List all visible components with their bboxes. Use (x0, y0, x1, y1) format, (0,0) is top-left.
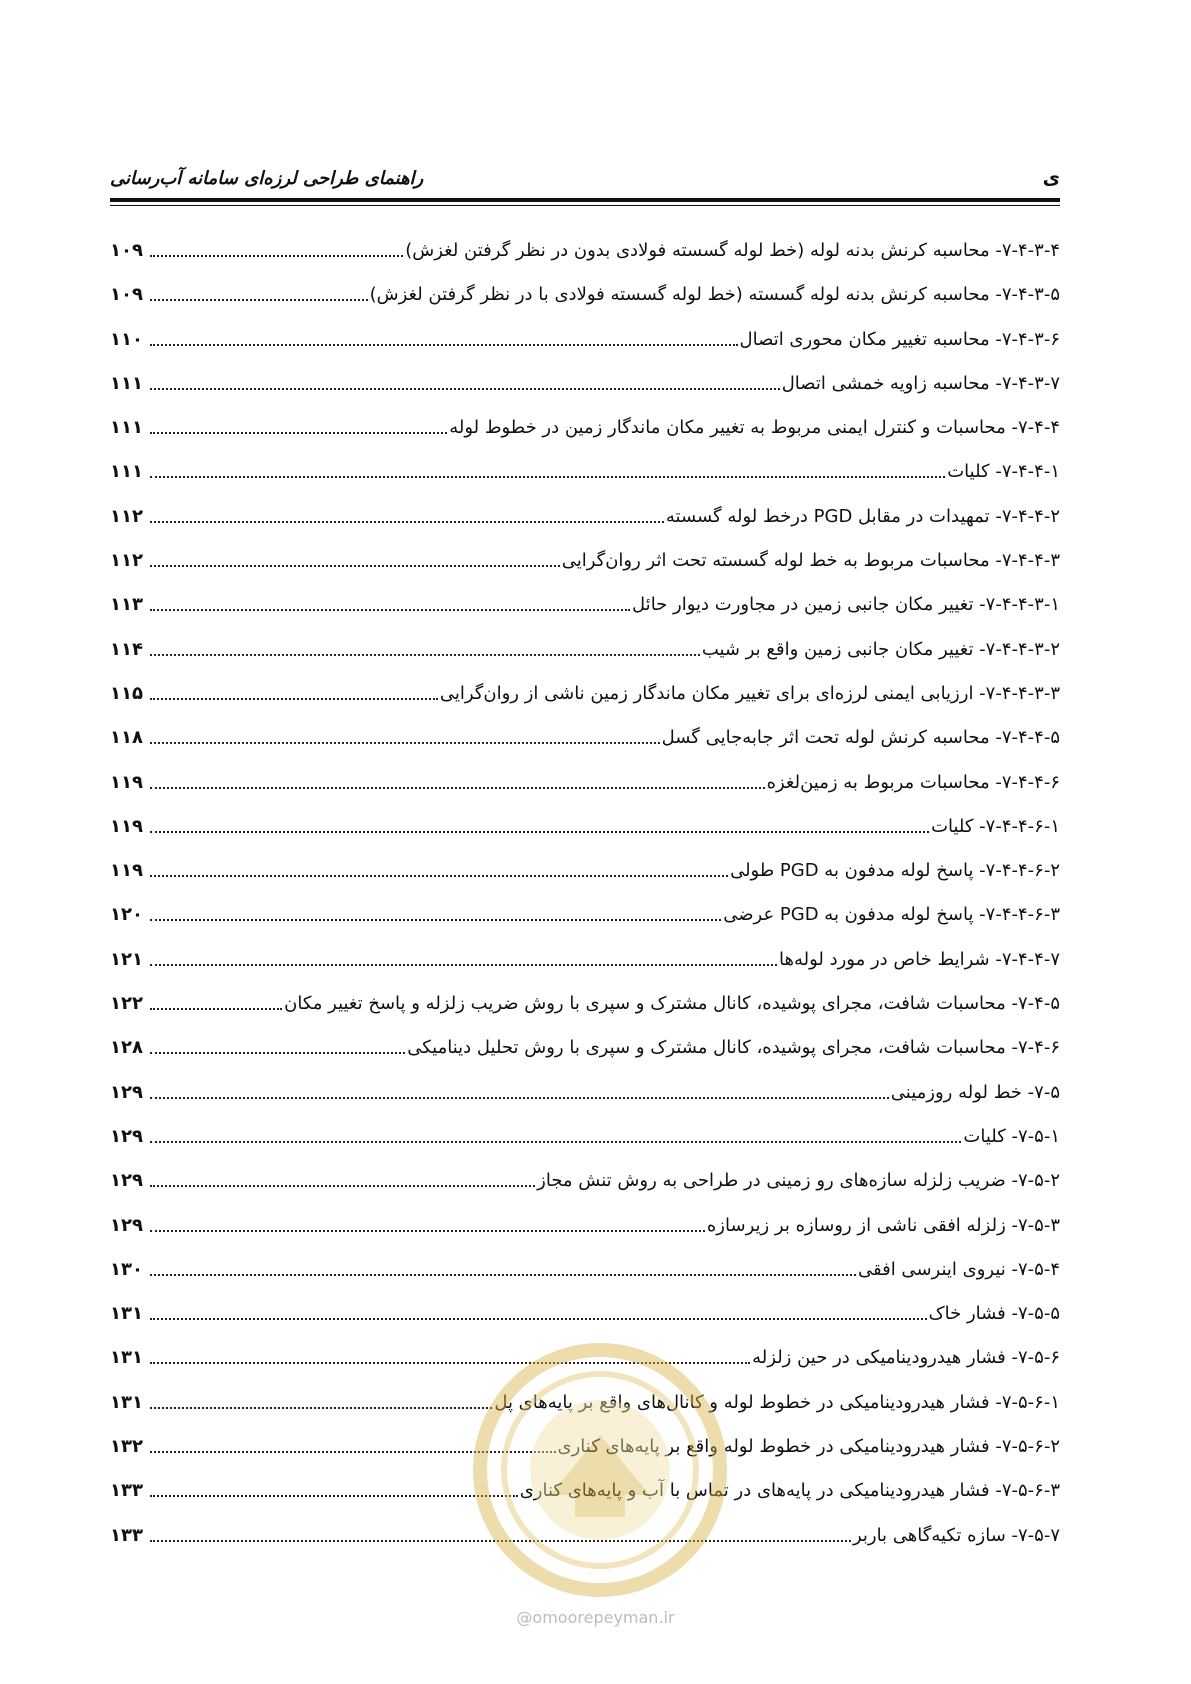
book-title: راهنمای طراحی لرزه‌ای سامانه آب‌رسانی (110, 167, 424, 189)
toc-entry[interactable] (110, 1125, 1060, 1169)
toc-entry-page: ۱۳۳ (110, 1524, 143, 1546)
watermark-url: @omoorepeyman.ir (516, 1608, 675, 1627)
toc-entry-page: ۱۱۱ (110, 372, 143, 394)
toc-leader-dots (150, 1036, 405, 1054)
toc-entry-page: ۱۰۹ (110, 284, 143, 306)
toc-leader-dots (150, 283, 368, 301)
toc-entry[interactable] (110, 328, 1060, 372)
toc-entry-title: ۷-۴-۴-۷- شرایط خاص در مورد لوله‌ها (778, 948, 1060, 970)
toc-entry[interactable] (110, 505, 1060, 549)
toc-entry-page: ۱۲۰ (110, 904, 143, 926)
toc-entry[interactable] (110, 416, 1060, 460)
toc-entry[interactable] (110, 460, 1060, 504)
toc-leader-dots (150, 505, 664, 523)
toc-entry-page: ۱۳۲ (110, 1436, 143, 1458)
toc-leader-dots (150, 682, 438, 700)
toc-entry[interactable] (110, 682, 1060, 726)
toc-entry-title: ۷-۴-۴-۵- محاسبه کرنش لوله تحت اثر جابه‌جایی گسل (661, 727, 1060, 749)
toc-leader-dots (150, 1435, 556, 1453)
toc-entry-page: ۱۰۹ (110, 240, 143, 261)
toc-entry-title: ۷-۵-۶-۲- فشار هیدرودینامیکی در خطوط لوله واقع بر پایه‌های کناری (557, 1436, 1060, 1458)
toc-entry[interactable] (110, 1435, 1060, 1479)
toc-entry-page: ۱۳۰ (110, 1258, 143, 1280)
toc-entry-title: ۷-۴-۴-۶-۲- پاسخ لوله مدفون به PGD طولی (730, 860, 1060, 882)
toc-entry[interactable] (110, 771, 1060, 815)
toc-leader-dots (150, 1479, 518, 1497)
toc-leader-dots (150, 859, 728, 877)
toc-entry-page: ۱۲۱ (110, 948, 143, 970)
toc-leader-dots (150, 1391, 492, 1409)
toc-entry-page: ۱۱۹ (110, 771, 143, 793)
toc-leader-dots (150, 593, 630, 611)
toc-leader-dots (150, 1258, 856, 1276)
toc-entry-title: ۷-۴-۳-۴- محاسبه کرنش بدنه لوله (خط لوله گسسته فولادی بدون در نظر گرفتن لغزش) (405, 240, 1060, 261)
toc-entry-title: ۷-۴-۴-۶- محاسبات مربوط به زمین‌لغزه (766, 771, 1060, 793)
toc-leader-dots (150, 992, 282, 1010)
header-rule-thick (110, 198, 1060, 202)
toc-leader-dots (150, 549, 560, 567)
toc-entry[interactable] (110, 948, 1060, 992)
toc-entry-page: ۱۱۵ (110, 682, 143, 704)
toc-entry-title: ۷-۵-۶-۳- فشار هیدرودینامیکی در پایه‌های در تماس با آب و پایه‌های کناری (519, 1480, 1060, 1502)
toc-entry[interactable] (110, 638, 1060, 682)
toc-entry-title: ۷-۴-۵- محاسبات شافت، مجرای پوشیده، کانال مشترک و سپری با روش ضریب زلزله و پاسخ تغییر مکان (284, 993, 1060, 1015)
toc-entry-title: ۷-۴-۴-۱- کلیات (947, 461, 1060, 483)
toc-entry-title: ۷-۴-۴-۳-۳- ارزیابی ایمنی لرزه‌ای برای تغییر مکان ماندگار زمین ناشی از روان‌گرایی (439, 682, 1060, 704)
header-rule-thin (110, 205, 1060, 206)
toc-entry-title: ۷-۴-۳-۷- محاسبه زاویه خمشی اتصال (781, 372, 1060, 394)
toc-entry-title: ۷-۵-۵- فشار خاک (928, 1303, 1060, 1325)
toc-entry-title: ۷-۵-۶-۱- فشار هیدرودینامیکی در خطوط لوله و کانال‌های واقع بر پایه‌های پل (494, 1391, 1060, 1413)
toc-entry[interactable] (110, 1036, 1060, 1080)
toc-entry-title: ۷-۵-۲- ضریب زلزله سازه‌های رو زمینی در طراحی به روش تنش مجاز (537, 1170, 1060, 1192)
toc-entry-page: ۱۲۹ (110, 1214, 143, 1236)
toc-entry-page: ۱۳۳ (110, 1480, 143, 1502)
toc-leader-dots (150, 948, 777, 966)
toc-entry[interactable] (110, 1258, 1060, 1302)
toc-leader-dots (150, 1214, 705, 1232)
toc-entry-title: ۷-۴-۳-۶- محاسبه تغییر مکان محوری اتصال (739, 328, 1060, 350)
toc-entry-page: ۱۱۹ (110, 815, 143, 837)
toc-entry-title: ۷-۴-۶- محاسبات شافت، مجرای پوشیده، کانال مشترک و سپری با روش تحلیل دینامیکی (407, 1037, 1060, 1059)
toc-entry-page: ۱۲۸ (110, 1037, 143, 1059)
toc-leader-dots (150, 1169, 535, 1187)
toc-leader-dots (150, 1081, 889, 1099)
toc-entry-title: ۷-۵-۳- زلزله افقی ناشی از روسازه بر زیرسازه (706, 1214, 1060, 1236)
toc-entry[interactable] (110, 1302, 1060, 1346)
toc-entry-page: ۱۳۱ (110, 1303, 143, 1325)
toc-leader-dots (150, 771, 765, 789)
toc-entry-page: ۱۱۲ (110, 505, 143, 527)
toc-entry-page: ۱۳۱ (110, 1347, 143, 1369)
toc-entry[interactable] (110, 549, 1060, 593)
toc-entry-title: ۷-۵-۶- فشار هیدرودینامیکی در حین زلزله (752, 1347, 1060, 1369)
toc-entry-page: ۱۱۹ (110, 860, 143, 882)
toc-leader-dots (150, 328, 738, 346)
toc-entry-page: ۱۲۹ (110, 1125, 143, 1147)
toc-entry-page: ۱۱۴ (110, 638, 143, 660)
toc-leader-dots (150, 239, 403, 257)
toc-entry-title: ۷-۵-۱- کلیات (963, 1125, 1060, 1147)
toc-leader-dots (150, 1346, 750, 1364)
toc-entry[interactable] (110, 859, 1060, 903)
toc-entry-title: ۷-۴-۴- محاسبات و کنترل ایمنی مربوط به تغییر مکان ماندگار زمین در خطوط لوله (449, 417, 1060, 439)
toc-leader-dots (150, 460, 945, 478)
page-header (110, 160, 1060, 196)
toc-entry-title: ۷-۴-۴-۶-۳- پاسخ لوله مدفون به PGD عرضی (723, 904, 1060, 926)
toc-entry-page: ۱۱۱ (110, 461, 143, 483)
toc-leader-dots (150, 416, 447, 434)
toc-entry-title: ۷-۴-۳-۵- محاسبه کرنش بدنه لوله گسسته (خط لوله گسسته فولادی با در نظر گرفتن لغزش) (369, 284, 1060, 306)
toc-entry-page: ۱۱۱ (110, 417, 143, 439)
toc-entry-page: ۱۲۲ (110, 993, 143, 1015)
toc-entry[interactable] (110, 1391, 1060, 1435)
toc-entry-page: ۱۱۰ (110, 328, 143, 350)
toc-entry-page: ۱۱۲ (110, 550, 143, 572)
toc-entry[interactable] (110, 239, 1060, 283)
toc-entry-page: ۱۲۹ (110, 1081, 143, 1103)
toc-entry-title: ۷-۴-۴-۳- محاسبات مربوط به خط لوله گسسته تحت اثر روان‌گرایی (561, 550, 1060, 572)
toc-leader-dots (150, 1125, 961, 1143)
toc-entry-title: ۷-۵- خط لوله روزمینی (890, 1081, 1060, 1103)
toc-leader-dots (150, 726, 660, 744)
toc-entry[interactable] (110, 726, 1060, 770)
toc-entry-title: ۷-۴-۴-۳-۲- تغییر مکان جانبی زمین واقع بر شیب (701, 638, 1060, 660)
toc-entry[interactable] (110, 1346, 1060, 1390)
toc-entry[interactable] (110, 1479, 1060, 1523)
toc-leader-dots (150, 815, 929, 833)
toc-entry[interactable] (110, 992, 1060, 1036)
toc-entry[interactable] (110, 815, 1060, 859)
toc-entry-title: ۷-۴-۴-۲- تمهیدات در مقابل PGD درخط لوله گسسته (665, 505, 1060, 527)
toc-entry-title: ۷-۵-۷- سازه تکیه‌گاهی باربر (852, 1524, 1060, 1546)
toc-leader-dots (150, 1524, 851, 1542)
toc-leader-dots (150, 1302, 927, 1320)
toc-entry-page: ۱۱۳ (110, 594, 143, 616)
toc-entry-page: ۱۲۹ (110, 1170, 143, 1192)
toc-entry[interactable] (110, 593, 1060, 637)
toc-entry-page: ۱۳۱ (110, 1391, 143, 1413)
toc-leader-dots (150, 638, 700, 656)
toc-entry[interactable] (110, 1214, 1060, 1258)
toc-entry[interactable] (110, 1524, 1060, 1568)
toc-leader-dots (150, 903, 721, 921)
toc-entry[interactable] (110, 903, 1060, 947)
toc-leader-dots (150, 372, 780, 390)
toc-entry[interactable] (110, 1169, 1060, 1213)
toc-entry-title: ۷-۴-۴-۶-۱- کلیات (931, 815, 1060, 837)
toc-entry-title: ۷-۵-۴- نیروی اینرسی افقی (858, 1258, 1060, 1280)
page-number: ی (1042, 167, 1060, 189)
toc-entry[interactable] (110, 283, 1060, 327)
table-of-contents (110, 239, 1060, 1568)
toc-entry-title: ۷-۴-۴-۳-۱- تغییر مکان جانبی زمین در مجاورت دیوار حائل (632, 594, 1060, 616)
toc-entry[interactable] (110, 1081, 1060, 1125)
toc-entry[interactable] (110, 372, 1060, 416)
toc-entry-page: ۱۱۸ (110, 727, 143, 749)
